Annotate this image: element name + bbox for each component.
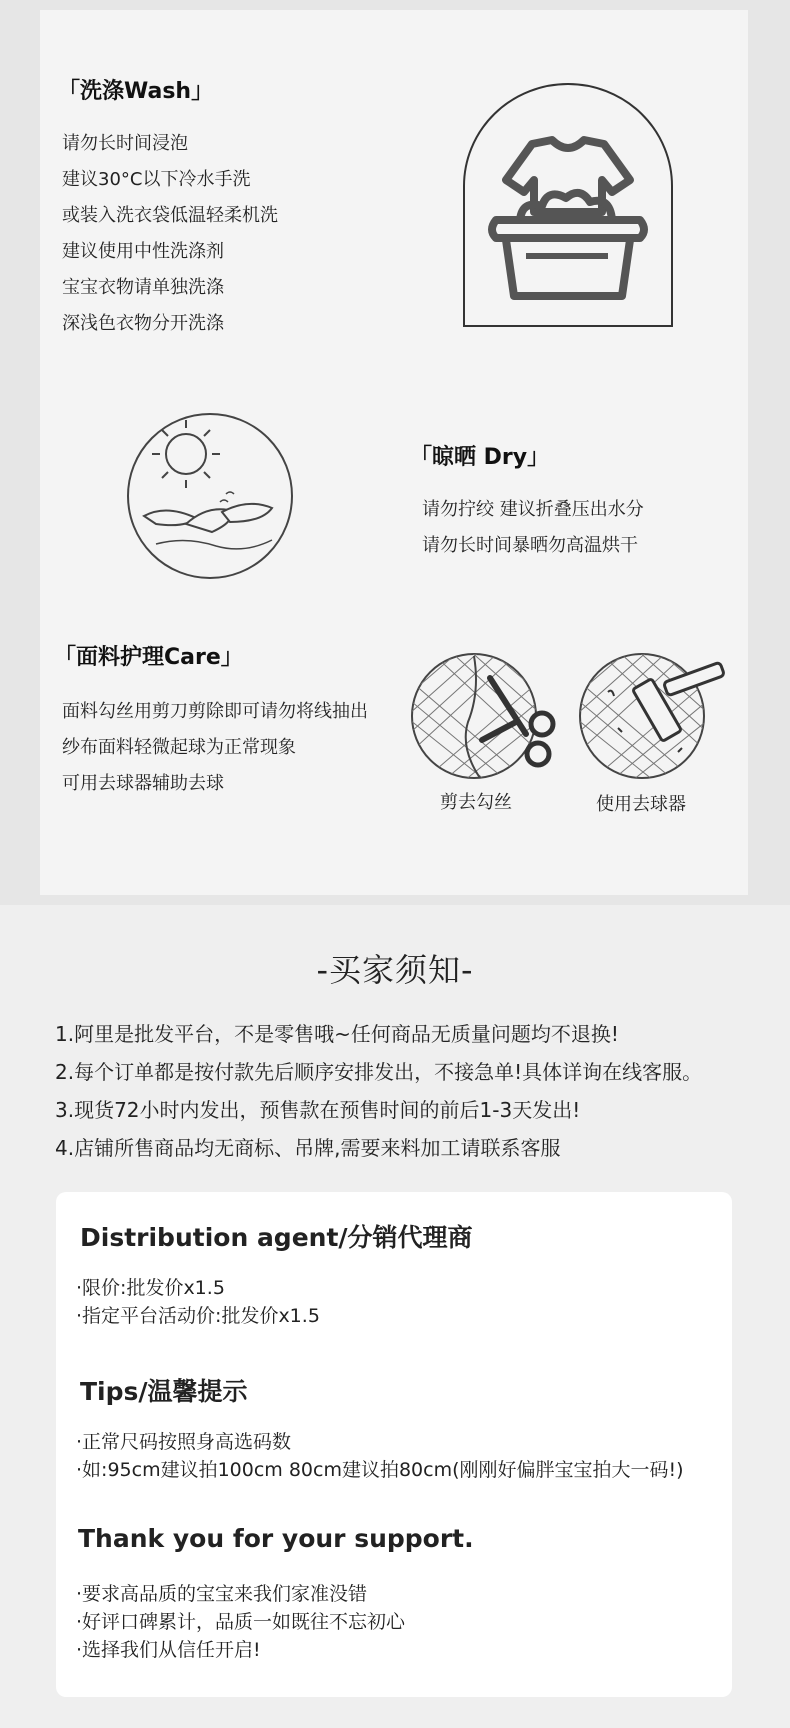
wash-line: 请勿长时间浸泡 — [62, 133, 188, 154]
wash-basin-icon — [462, 82, 674, 332]
thanks-item: ·选择我们从信任开启! — [76, 1639, 261, 1661]
agent-item: ·限价:批发价x1.5 — [76, 1277, 225, 1299]
thanks-list — [76, 1580, 405, 1664]
tips-item: ·如:95cm建议拍100cm 80cm建议拍80cm(刚刚好偏胖宝宝拍大一码!) — [76, 1459, 684, 1481]
wash-line: 宝宝衣物请单独洗涤 — [62, 277, 224, 298]
wash-title: 「洗涤Wash」 — [58, 79, 214, 104]
fabric-care-instructions — [62, 694, 368, 802]
notice-item: 3.现货72小时内发出，预售款在预售时间的前后1-3天发出! — [55, 1098, 581, 1122]
tips-item: ·正常尺码按照身高选码数 — [76, 1431, 292, 1453]
wash-line: 建议使用中性洗涤剂 — [62, 241, 224, 262]
dry-title: 「晾晒 Dry」 — [410, 445, 550, 470]
tips-list — [76, 1428, 684, 1484]
notice-item: 2.每个订单都是按付款先后顺序安排发出，不接急单!具体详询在线客服。 — [55, 1060, 703, 1084]
agent-item: ·指定平台活动价:批发价x1.5 — [76, 1305, 320, 1327]
thanks-item: ·好评口碑累计，品质一如既往不忘初心 — [76, 1611, 406, 1633]
info-card — [56, 1192, 732, 1697]
thanks-heading: Thank you for your support. — [78, 1524, 474, 1553]
scissors-caption: 剪去勾丝 — [440, 792, 512, 813]
scissors-icon — [410, 652, 560, 786]
agent-heading: Distribution agent/分销代理商 — [80, 1223, 473, 1252]
notice-item: 4.店铺所售商品均无商标、吊牌,需要来料加工请联系客服 — [55, 1136, 561, 1160]
tips-heading: Tips/温馨提示 — [80, 1377, 248, 1406]
wash-line: 建议30°C以下冷水手洗 — [62, 169, 251, 190]
fabric-care-title: 「面料护理Care」 — [54, 645, 243, 670]
buyer-notice-list — [55, 1015, 702, 1167]
fabric-line: 纱布面料轻微起球为正常现象 — [62, 737, 296, 758]
sun-dry-icon — [126, 412, 296, 586]
notice-item: 1.阿里是批发平台，不是零售哦~任何商品无质量问题均不退换! — [55, 1022, 619, 1046]
fabric-line: 面料勾丝用剪刀剪除即可请勿将线抽出 — [62, 701, 368, 722]
dry-instructions — [422, 492, 644, 564]
wash-instructions — [62, 126, 278, 342]
wash-line: 深浅色衣物分开洗涤 — [62, 313, 224, 334]
buyer-notice-title: -买家须知- — [316, 951, 474, 989]
dry-line: 请勿长时间暴晒勿高温烘干 — [422, 535, 638, 556]
dry-line: 请勿拧绞 建议折叠压出水分 — [422, 499, 644, 520]
thanks-item: ·要求高品质的宝宝来我们家准没错 — [76, 1583, 368, 1605]
shaver-caption: 使用去球器 — [596, 794, 686, 815]
fabric-line: 可用去球器辅助去球 — [62, 773, 224, 794]
wash-line: 或装入洗衣袋低温轻柔机洗 — [62, 205, 278, 226]
fabric-shaver-icon — [578, 652, 728, 786]
agent-list — [76, 1274, 320, 1330]
